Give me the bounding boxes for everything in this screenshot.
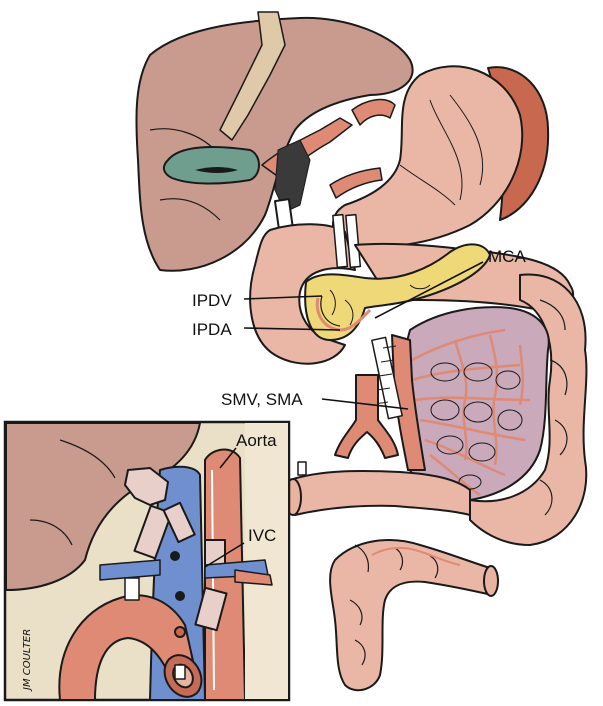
label-ipdv: IPDV	[192, 291, 232, 310]
inset-small-clamp	[125, 578, 139, 600]
sigmoid-cut-end	[484, 566, 498, 596]
colon-clamp	[298, 462, 306, 475]
artist-signature: JM COULTER	[22, 628, 33, 690]
inset-node-1	[171, 552, 179, 560]
inset-node-2	[176, 592, 184, 600]
label-ivc: IVC	[248, 526, 277, 545]
label-mca: MCA	[488, 247, 526, 266]
transverse-colon-lower	[290, 471, 470, 515]
inset-vessel-dot	[175, 627, 185, 637]
inset-small-clamp-2	[175, 665, 185, 679]
sigmoid-colon	[330, 540, 492, 690]
label-aorta: Aorta	[236, 431, 277, 450]
inset-panel	[5, 422, 290, 704]
label-ipda: IPDA	[192, 320, 232, 339]
gallbladder	[164, 147, 259, 184]
label-smv-sma: SMV, SMA	[221, 390, 303, 409]
